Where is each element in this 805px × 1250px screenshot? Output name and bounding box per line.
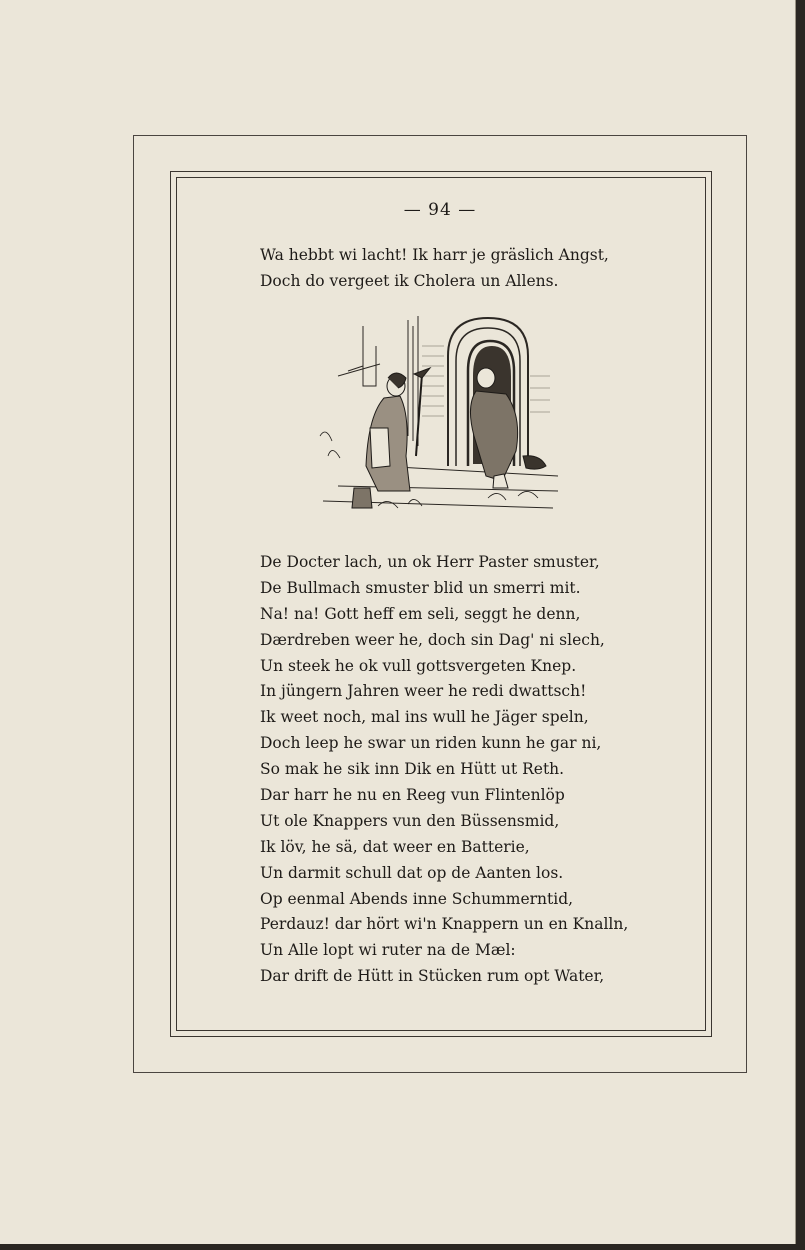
page-number: — 94 — [403,200,477,220]
verse-line: Ik löv, he sä, dat weer en Batterie, [260,837,530,856]
verse-line: De Bullmach smuster blid un smerri mit. [260,578,581,597]
verse-line: Un steek he ok vull gottsvergeten Knep. [260,656,577,675]
verse-line: Doch do vergeet ik Cholera un Allens. [260,271,559,290]
verse-line: Ut ole Knappers vun den Büssensmid, [260,811,560,830]
verse-line: So mak he sik inn Dik en Hütt ut Reth. [260,760,565,779]
verse-line: Ik weet noch, mal ins wull he Jäger speln, [260,708,589,727]
woodcut-old-woman-at-doorway-icon [318,316,562,524]
verse-main [260,550,640,990]
verse-top [260,243,640,295]
verse-line: Doch leep he swar un riden kunn he gar ni, [260,734,602,753]
verse-line: Perdauz! dar hört wi'n Knappern un en Knalln, [260,915,629,934]
verse-line: Dærdreben weer he, doch sin Dag' ni slech, [260,630,605,649]
verse-line: Dar drift de Hütt in Stücken rum opt Water, [260,967,605,986]
verse-line: Wa hebbt wi lacht! Ik harr je gräslich Angst, [260,246,609,264]
verse-line: In jüngern Jahren weer he redi dwattsch! [260,682,587,701]
verse-line: De Docter lach, un ok Herr Paster smuster, [260,553,600,571]
verse-line: Op eenmal Abends inne Schummerntid, [260,889,574,908]
verse-line: Un darmit schull dat op de Aanten los. [260,863,564,882]
verse-line: Un Alle lopt wi ruter na de Mæl: [260,941,516,960]
verse-line: Na! na! Gott heff em seli, seggt he denn, [260,604,581,623]
verse-line: Dar harr he nu en Reeg vun Flintenlöp [260,786,565,805]
